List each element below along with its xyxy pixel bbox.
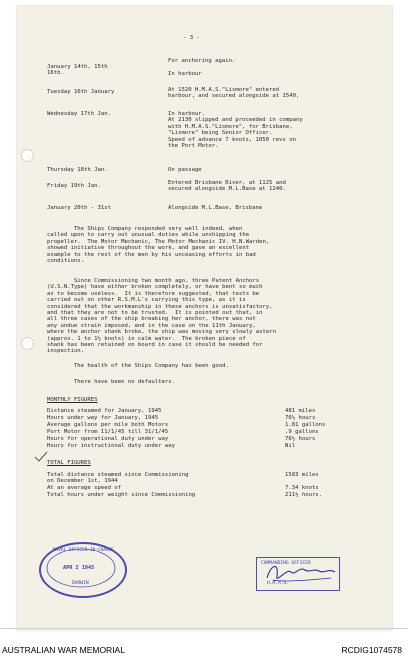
figure-label: Average gallons per mile both Motors [47,422,169,428]
figure-value: 481 miles [285,408,316,414]
log-text: In harbour. At 2130 slipped and proceeded in company with H.M.A.S."Lismore", for Brisbane, "Lismore" being Senior Officer. Speed of advance 7 knots, 1050 revs on the Port Motor. [168,111,303,150]
figure-value: 1.81 gallons [285,422,326,428]
stamp-text-bottom: DARWIN [72,581,89,586]
footer-record-id: RCDIG1074578 [341,645,402,655]
log-text: Entered Brisbane River, at 1125 and secured alongside M.L.Base at 1240. [168,180,286,193]
stamp-subtitle: H.M.A.S. [267,581,290,586]
document-page [17,6,392,630]
figure-label: Total distance steamed since Commissioning on December 1st, 1944 [47,472,189,485]
log-date: January 14th, 15th 16th. [47,64,108,77]
stamp-date: APR 2 1945 [63,565,95,571]
paragraph: There have been no defaulters. [47,379,175,385]
figure-value: 76½ hours [285,415,316,421]
figure-value: 76½ hours [285,436,316,442]
figure-value: 211½ hours. [285,492,323,498]
log-date: Wednesday 17th Jan. [47,111,111,117]
section-heading: TOTAL FIGURES [47,460,91,466]
paragraph: The Ships Company responded very well indeed, when called upon to carry out unusual duties while unshipping the propeller. The Motor Mechanic, The Motor Mechanic IV. H.N.Warden, showed initiative throughout the work, and gave an excellent example to the rest of the men by his unceasing efforts in bad conditions. [47,226,270,265]
log-date: Thursday 18th Jan. [47,167,108,173]
paragraph: Since Commissioning two month ago, three Patent Anchors (U.S.N.Type) have either broken completely, or have bent so much as to become useless. It is therefore suggested, that tests be carried out on other R.S.M.L's carrying this type, as it is considered that the workmanship in these anchors is unsatisfactory, and that they are not to be trusted. It is pointed out that, in all three cases of the ship breaking her anchor, there was not any undue strain imposed, and in the case on the 11th January, where the anchor shank broke, the ship was moving very slowly astern (approx. 1 to 1½ knots) in calm water. The broken piece of shank has been retained on board in case it should be needed for inspection. [47,278,277,355]
log-text: For anchoring again. In harbour [168,58,236,77]
stamp-text-top: NAVAL OFFICER-IN-CHARGE [53,548,114,553]
paragraph: The health of the Ships Company has been good. [47,363,229,369]
log-text: At 1520 H.M.A.S."Lismore" entered harbour, and secured alongside at 1540. [168,87,300,100]
figure-label: Hours for instructional duty under way [47,443,175,449]
figure-label: Hours for operational duty under way [47,436,169,442]
check-mark-icon [34,451,48,463]
punch-hole [21,149,34,162]
figure-label: At an average speed of [47,485,122,491]
page-number: - 3 - [183,35,200,41]
footer-archive-name: AUSTRALIAN WAR MEMORIAL [2,645,125,655]
log-text: On passage [168,167,202,173]
figure-label: Hours under way for January, 1945 [47,415,159,421]
figure-value: .9 gallons [285,429,319,435]
stamp-title: COMMANDING OFFICER [261,561,311,566]
figure-label: Port Motor from 11/1/45 till 31/1/45 [47,429,169,435]
footer-divider [0,628,408,629]
log-date: January 20th - 31st [47,205,111,211]
figure-value: 7.34 knots [285,485,319,491]
log-date: Friday 19th Jan. [47,183,101,189]
log-text: Alongside M.L.Base, Brisbane [168,205,263,211]
figure-label: Total hours under weight since Commissioning [47,492,196,498]
figure-label: Distance steamed for January, 1945 [47,408,162,414]
figure-value: 1583 miles [285,472,319,478]
figure-value: Nil [285,443,296,449]
signature-image [261,556,341,590]
log-date: Tuesday 16th January [47,89,115,95]
section-heading: MONTHLY FIGURES [47,397,98,403]
punch-hole [21,337,34,350]
